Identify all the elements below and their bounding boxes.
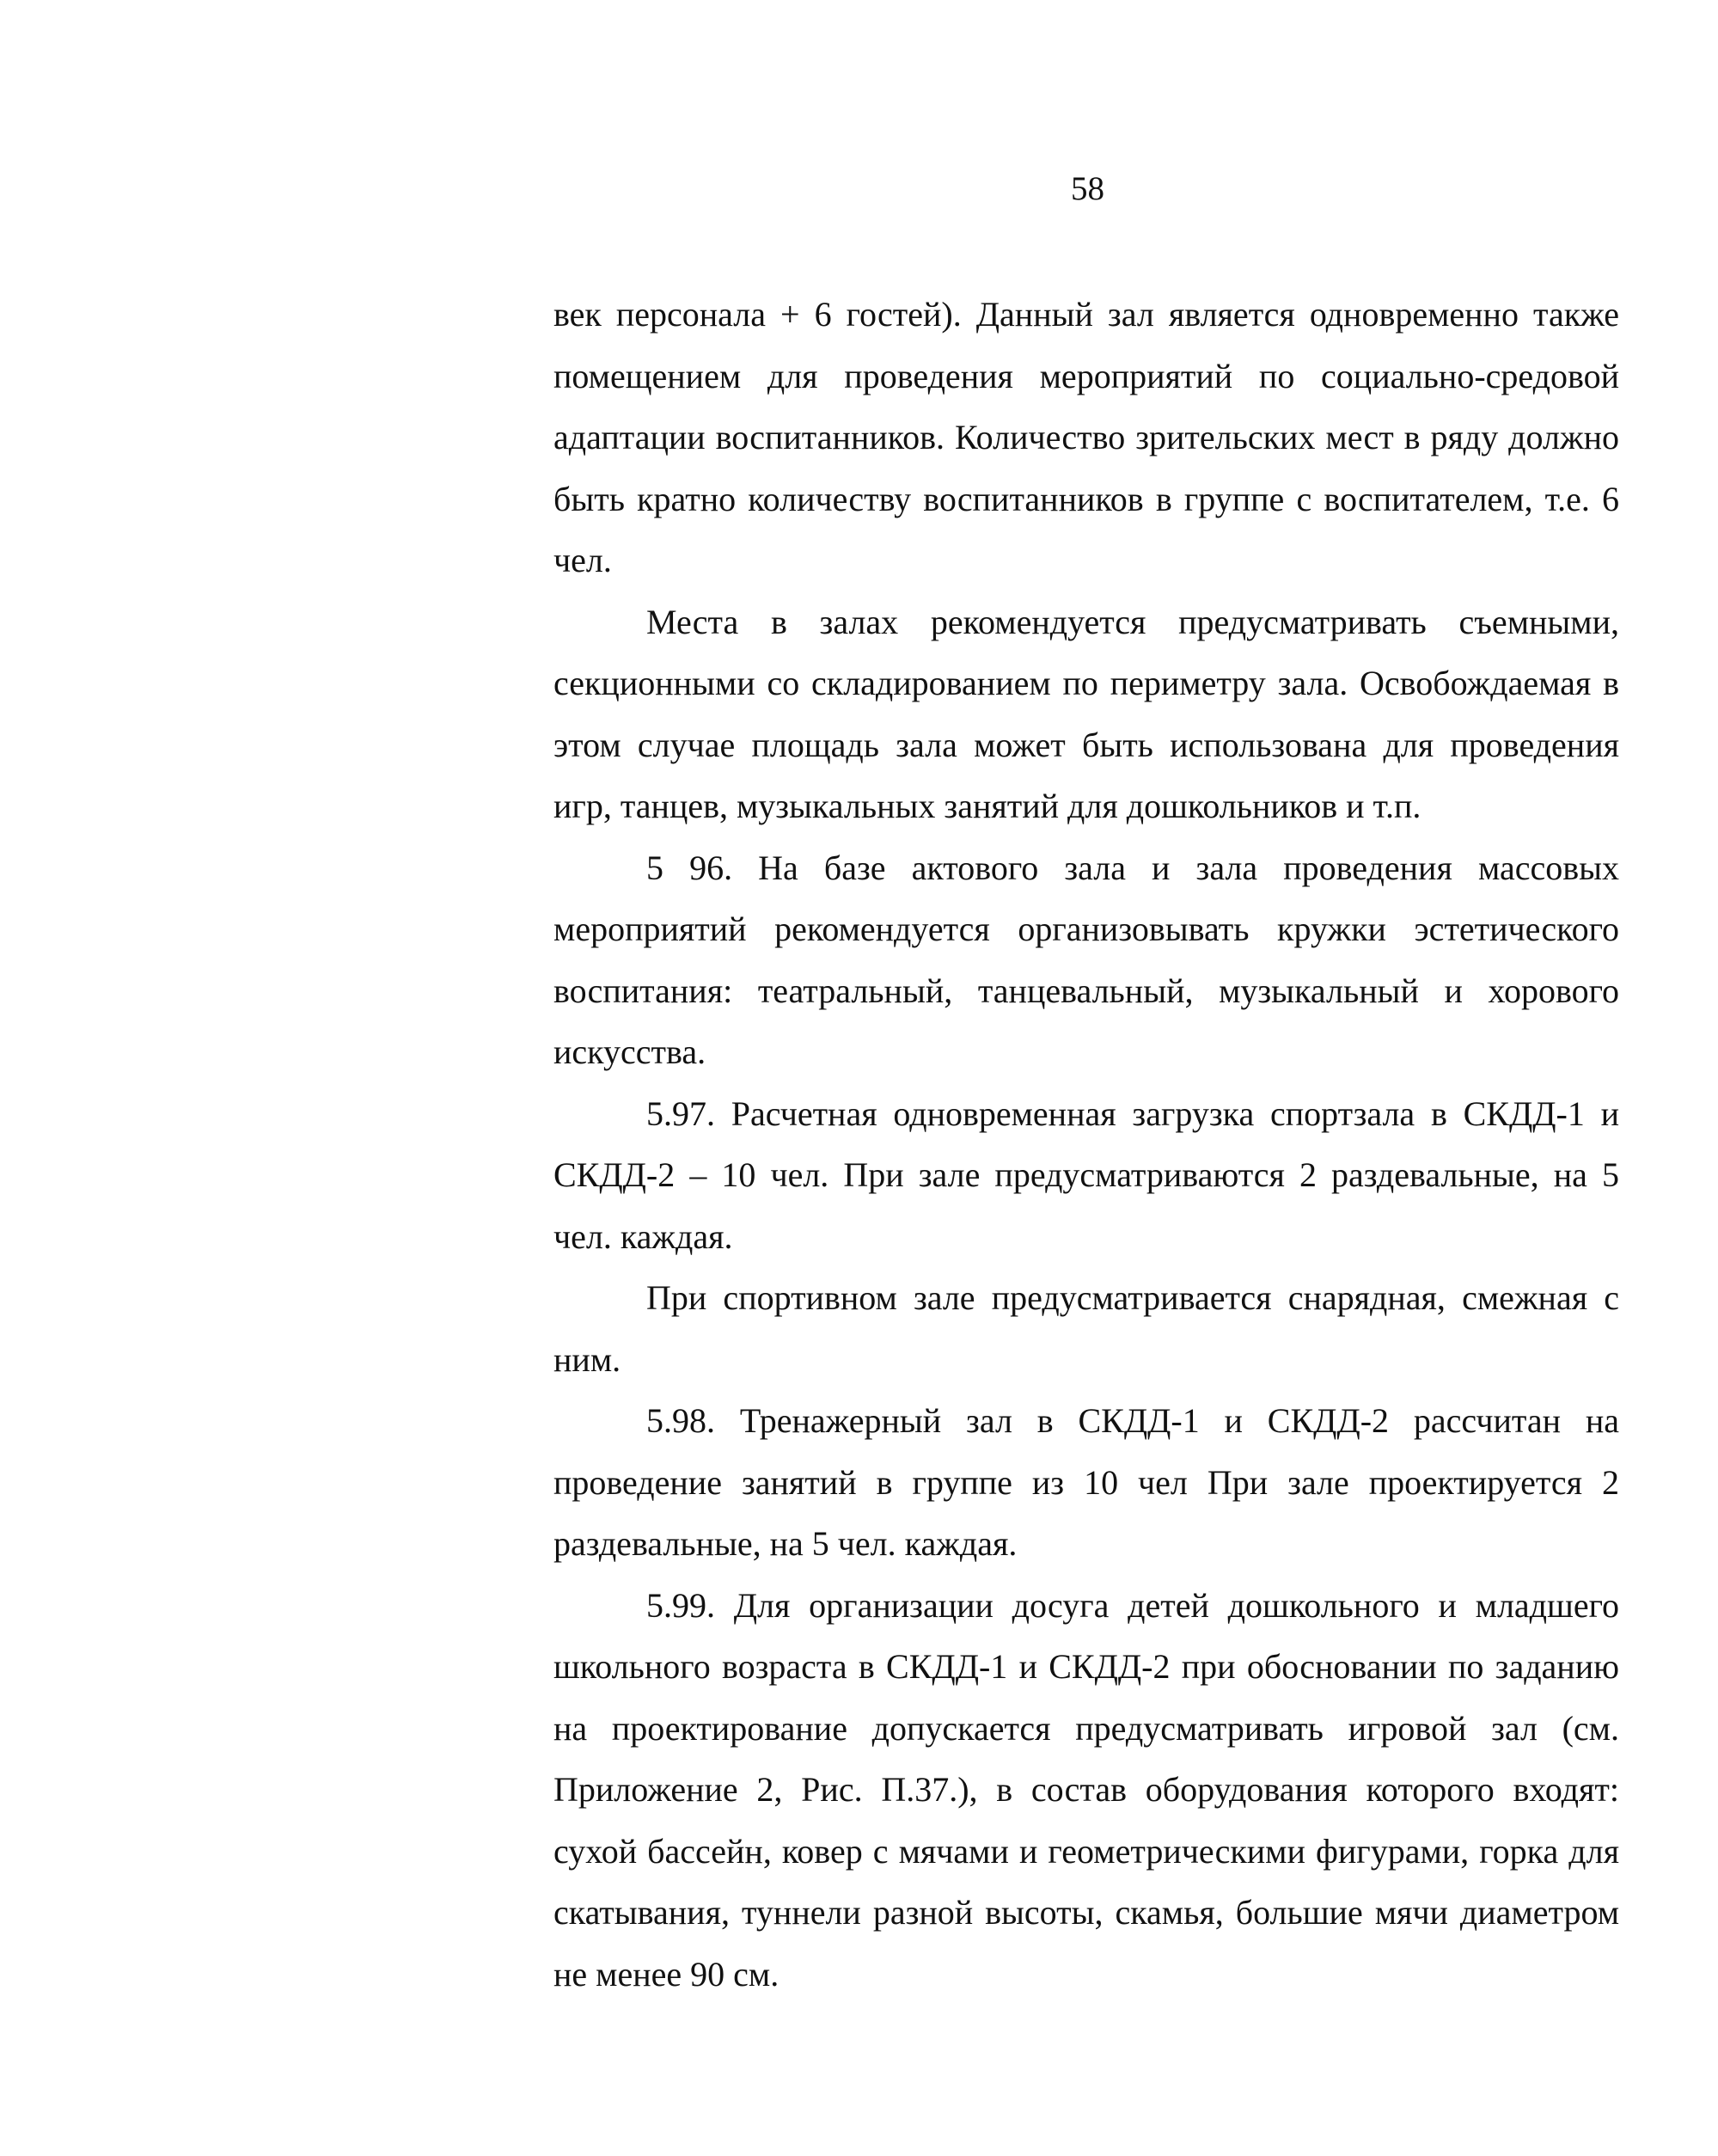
paragraph-seating: Места в залах рекомендуется предусматривать съемными, секционными со складированием по периметру зала. Освобождаемая в этом случае площадь зала может быть использована для проведения игр, танцев, музыкальных занятий для дошкольников и т.п. (553, 602, 1619, 825)
paragraph-5-97: 5.97. Расчетная одновременная загрузка спортзала в СКДД-1 и СКДД-2 – 10 чел. При зале предусматриваются 2 раздевальные, на 5 чел. каждая. (553, 1093, 1619, 1256)
paragraph-5-96: 5 96. На базе актового зала и зала проведения массовых мероприятий рекомендуется организовывать кружки эстетического воспитания: театральный, танцевальный, музыкальный и хорового искусства. (553, 848, 1619, 1071)
page-number: 58 (1071, 170, 1104, 207)
paragraph-5-99: 5.99. Для организации досуга детей дошкольного и младшего школьного возраста в СКДД-1 и СКДД-2 при обосновании по заданию на проектирование допускается предусматривать игровой зал (см. Приложение 2, Рис. П.37.), в состав оборудования которого входят: сухой бассейн, ковер с мячами и геометрическими фигурами, горка для скатывания, туннели разной высоты, скамья, большие мячи диаметром не менее 90 см. (553, 1585, 1619, 1994)
body-text (553, 284, 1619, 2005)
paragraph-equipment-room: При спортивном зале предусматривается снарядная, смежная с ним. (553, 1278, 1619, 1379)
paragraph-5-98: 5.98. Тренажерный зал в СКДД-1 и СКДД-2 рассчитан на проведение занятий в группе из 10 чел При зале проектируется 2 раздевальные, на 5 чел. каждая. (553, 1401, 1619, 1563)
paragraph-continuation: век персонала + 6 гостей). Данный зал является одновременно также помещением для проведения мероприятий по социально-средовой адаптации воспитанников. Количество зрительских мест в ряду должно быть кратно количеству воспитанников в группе с воспитателем, т.е. 6 чел. (553, 295, 1619, 579)
